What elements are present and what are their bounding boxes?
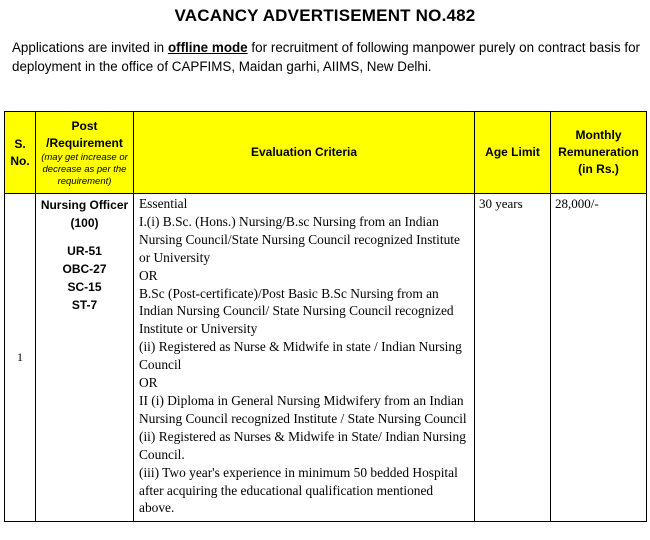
category-item: ST-7 — [71, 298, 98, 312]
table-header-row — [5, 112, 647, 194]
header-sno: S. No. — [5, 112, 36, 194]
criteria-line: OR — [139, 267, 158, 283]
post-title: Nursing Officer (100) — [40, 198, 129, 230]
offline-mode-emphasis: offline mode — [167, 40, 248, 55]
criteria-line: (ii) Registered as Nurses & Midwife in State/ Indian Nursing Council. — [139, 428, 466, 462]
header-post-label: Post /Requirement — [46, 118, 123, 150]
header-remuneration: Monthly Remuneration (in Rs.) — [551, 112, 647, 194]
category-item: SC-15 — [67, 280, 102, 294]
header-post — [36, 112, 134, 194]
table-row — [5, 194, 647, 522]
vacancy-table — [4, 111, 647, 522]
category-item: UR-51 — [67, 244, 102, 258]
criteria-line: B.Sc (Post-certificate)/Post Basic B.Sc Nursing from an Indian Nursing Council/ State Nursing Council recognized Institute or University — [139, 285, 454, 337]
category-list — [36, 242, 133, 314]
intro-text-start: Applications are invited in — [12, 40, 168, 55]
category-item: OBC-27 — [62, 262, 107, 276]
criteria-line: II (i) Diploma in General Nursing Midwifery from an Indian Nursing Council recognized Institute / State Nursing Council — [139, 392, 467, 426]
header-post-note: (may get increase or decrease as per the requirement) — [41, 151, 128, 187]
intro-text-end: for recruitment of following manpower purely on contract basis for deployment in the office of CAPFIMS, Maidan garhi, AIIMS, New Delhi. — [12, 40, 640, 74]
criteria-line: I.(i) B.Sc. (Hons.) Nursing/B.sc Nursing from an Indian Nursing Council/State Nursing Council recognized Institute or University — [139, 213, 460, 265]
row-age: 30 years — [475, 194, 551, 522]
intro-paragraph — [12, 38, 640, 76]
criteria-line: OR — [139, 375, 158, 391]
row-criteria — [134, 194, 475, 522]
page-title: VACANCY ADVERTISEMENT NO.482 — [174, 6, 476, 25]
criteria-line: (ii) Registered as Nurse & Midwife in state / Indian Nursing Council — [139, 339, 462, 373]
criteria-line: Essential — [139, 196, 188, 211]
header-age: Age Limit — [475, 112, 551, 194]
row-remuneration: 28,000/- — [551, 194, 647, 522]
row-post — [36, 194, 134, 522]
row-sno: 1 — [5, 194, 36, 522]
criteria-line: (iii) Two year's experience in minimum 50 bedded Hospital after acquiring the educational qualification mentioned above. — [139, 464, 458, 516]
header-criteria: Evaluation Criteria — [134, 112, 475, 194]
